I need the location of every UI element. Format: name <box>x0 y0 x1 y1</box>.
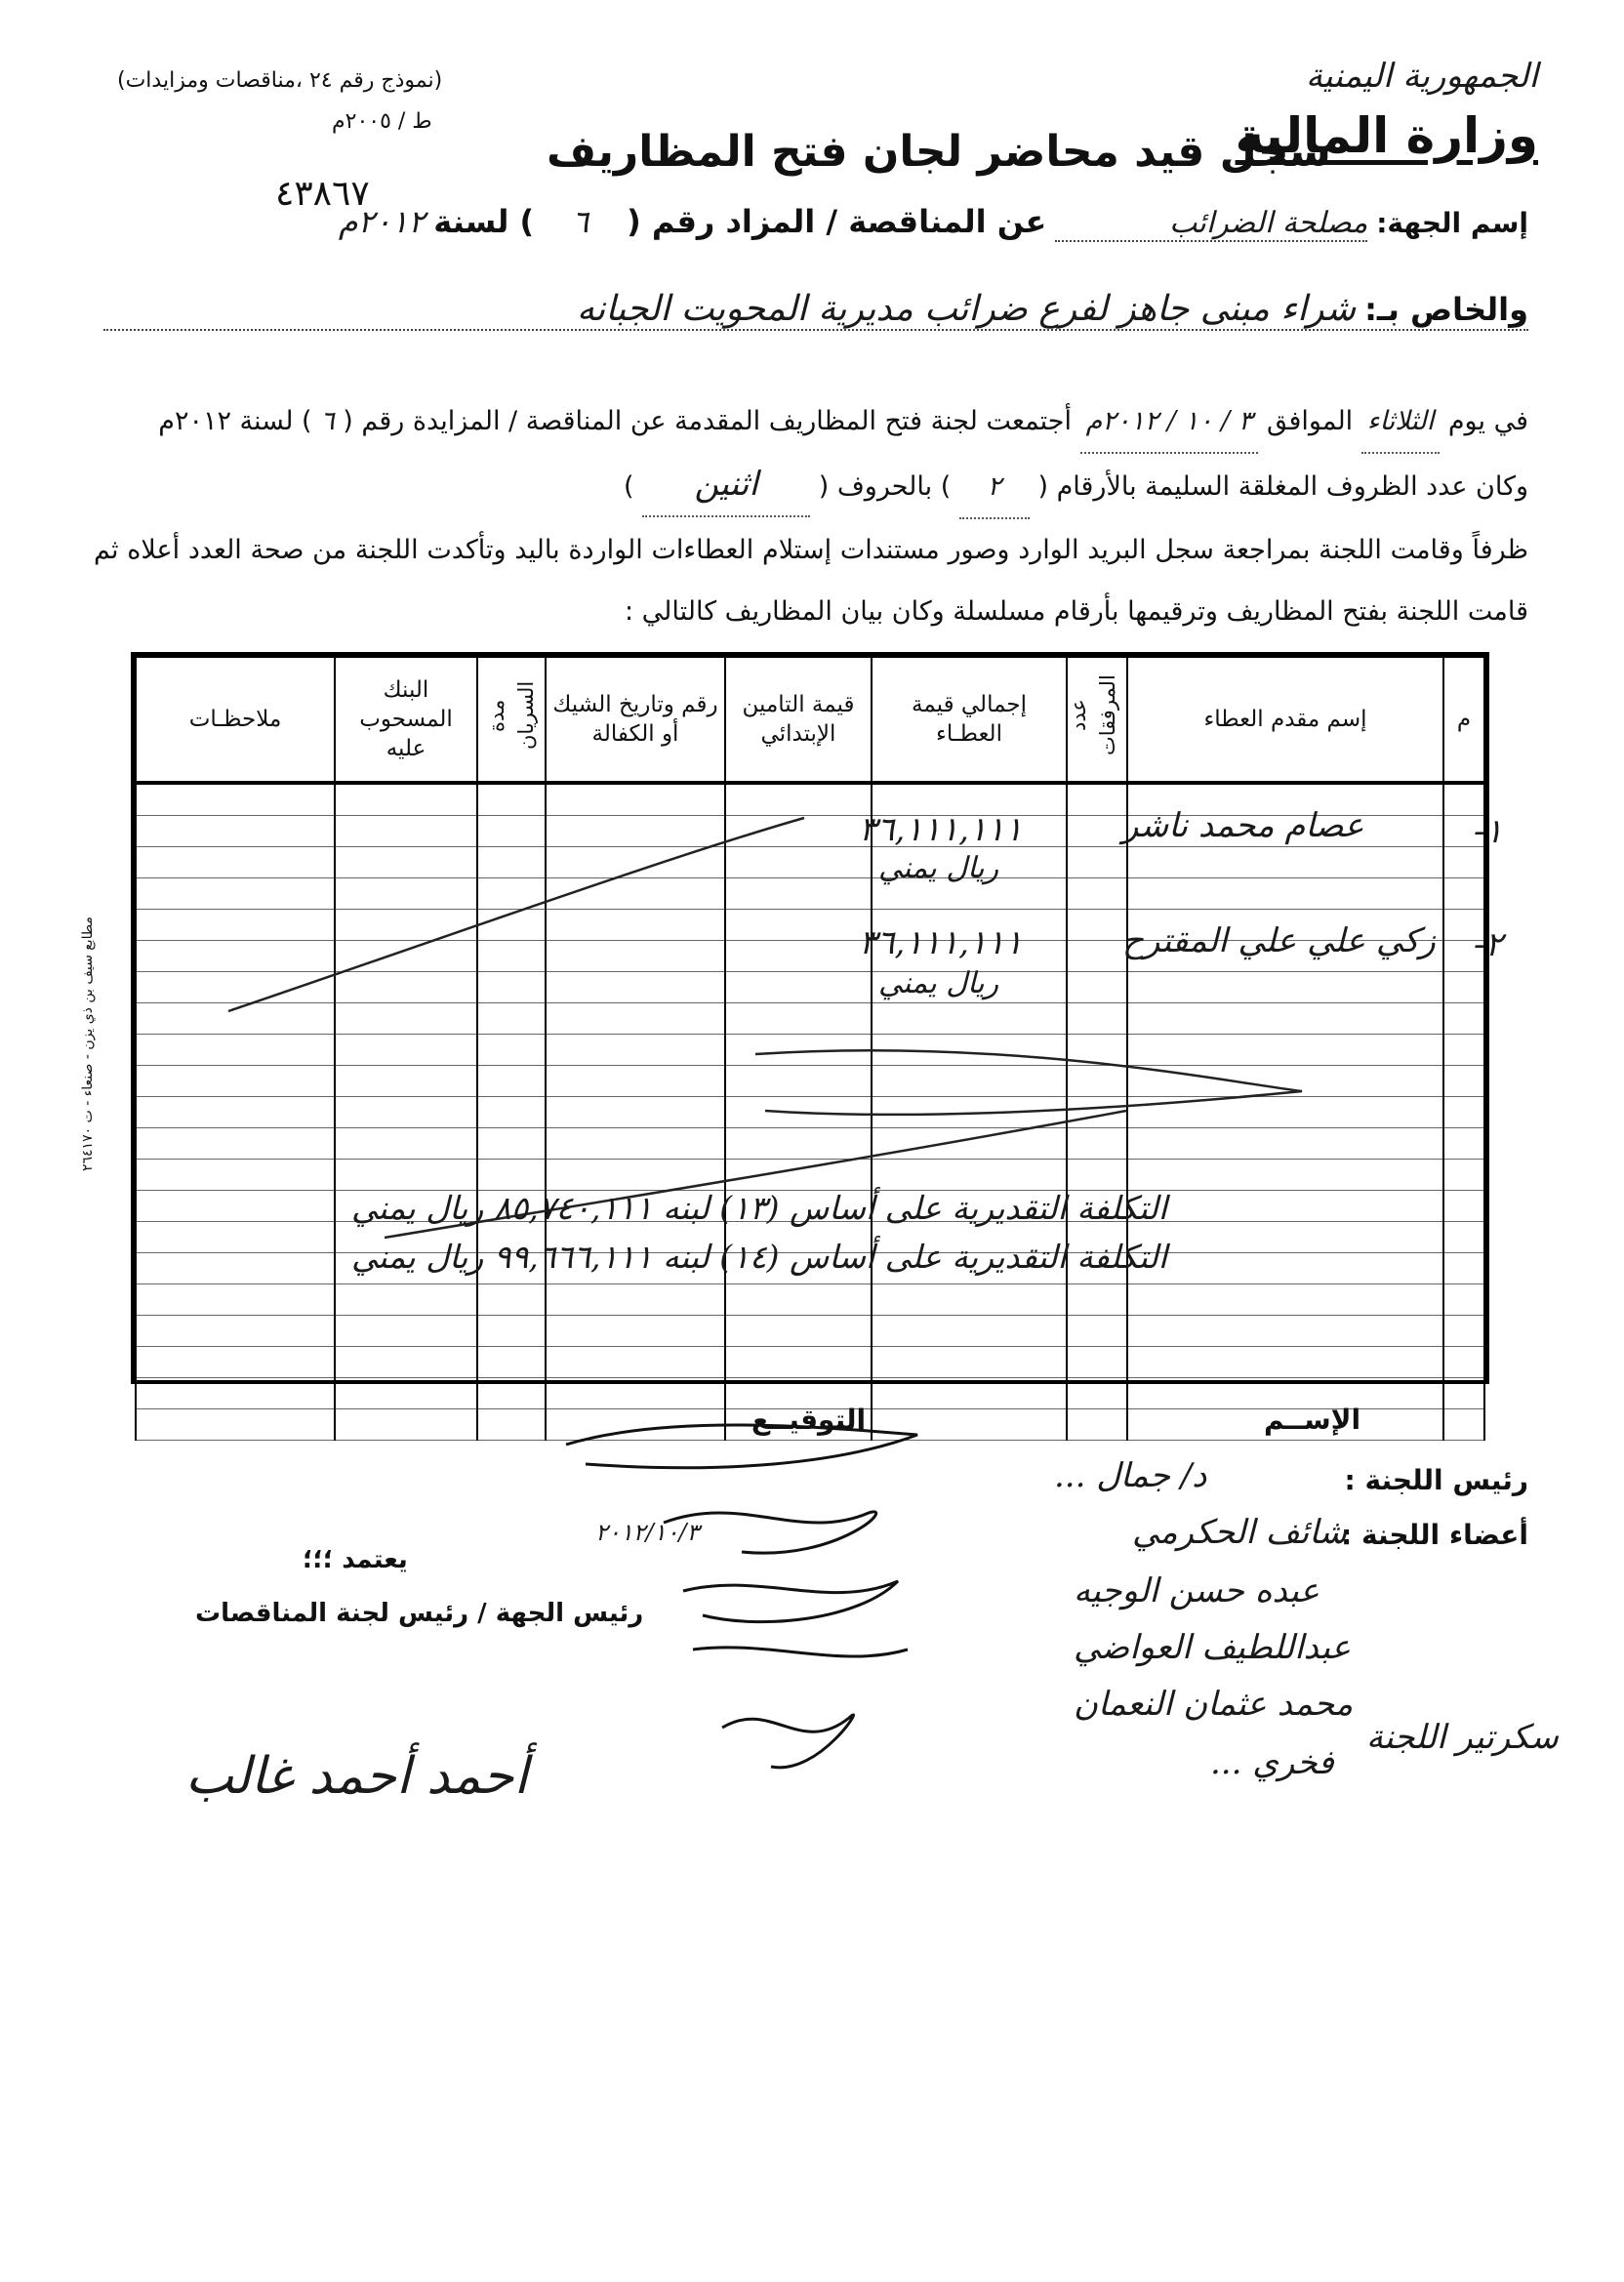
approved-label: يعتمد ؛؛؛ <box>303 1545 408 1574</box>
entity-row <box>339 203 1528 242</box>
form-number: (نموذج رقم ٢٤ ،مناقصات ومزايدات) <box>117 68 443 93</box>
ministry-name: وزارة المالية <box>1235 107 1538 164</box>
serial-number: ٤٣٨٦٧ <box>275 174 370 214</box>
strike-line-2 <box>755 1050 1302 1115</box>
table-cell <box>1443 1378 1484 1409</box>
para-text-6: ) بالحروف ( <box>818 471 952 502</box>
head-name: أحمد أحمد غالب <box>185 1747 528 1806</box>
para-text-1: في يوم <box>1447 406 1528 436</box>
row-2-currency: ريال يمني <box>878 966 999 1000</box>
table-cell <box>1443 1409 1484 1441</box>
row-2-total: ٣٦,١١١,١١١ <box>859 923 1023 962</box>
tender-label: عن المناقصة / المزاد رقم ( <box>627 203 1047 240</box>
member-signature-2 <box>683 1581 898 1622</box>
envelope-count-digits: ٢ <box>959 456 1030 519</box>
head-title: رئيس الجهة / رئيس لجنة المناقصات <box>195 1599 644 1628</box>
subject-label: والخاص بـ: <box>1364 291 1528 328</box>
member-name-2: عبده حسن الوجيه <box>1074 1571 1320 1610</box>
member-name-3: عبداللطيف العواضي <box>1074 1628 1352 1667</box>
printer-imprint: مطابع سيف بن ذي يزن - صنعاء - ت ٢٦٤١٧٠ <box>80 917 96 1171</box>
col-num: م <box>1443 657 1484 783</box>
year-value: ٢٠١٢م <box>338 203 426 240</box>
member-signature-3 <box>693 1648 908 1656</box>
subject-row <box>103 289 1528 331</box>
meeting-day: الثلاثاء <box>1361 390 1440 454</box>
member-signature-4 <box>722 1715 854 1768</box>
table-cell <box>872 1378 1067 1409</box>
member-name-1: شائف الحكرمي <box>1132 1513 1348 1552</box>
chair-signature <box>566 1425 917 1468</box>
table-cell <box>477 1409 546 1441</box>
row-2-bidder: زكي علي علي المقترح <box>1122 921 1436 960</box>
table-cell <box>335 1378 477 1409</box>
col-attachments-label: عدد المرفقات <box>1067 674 1119 756</box>
col-notes: ملاحظـات <box>136 657 335 783</box>
year-label: ) لسنة <box>433 203 535 240</box>
chair-name: د/ جمال ... <box>1054 1456 1207 1495</box>
page-title: سجل قيد محاضر لجان فتح المظاريف <box>547 127 1331 177</box>
table-cell <box>136 1409 335 1441</box>
row-1-num: ١- <box>1474 812 1503 851</box>
para-text-8: ظرفاً وقامت اللجنة بمراجعة سجل البريد الوارد وصور مستندات إستلام العطاءات الواردة باليد وتأكدت اللجنة من صحة العدد أعلاه ثم قامت اللجنة بفتح المظاريف وترقيمها بأرقام مسلسلة وكان بيان المظاريف كالتالي : <box>94 535 1528 627</box>
table-cell <box>1067 1378 1127 1409</box>
table-cell <box>546 1378 725 1409</box>
tender-number-inline: ٦ <box>320 406 335 436</box>
col-bank: البنك المسحوب عليه <box>335 657 477 783</box>
row-1-total: ٣٦,١١١,١١١ <box>859 810 1023 849</box>
chair-label: رئيس اللجنة : <box>1344 1464 1528 1496</box>
envelope-count-words: اثنين <box>642 454 810 517</box>
secretary-label: سكرتير اللجنة <box>1366 1718 1559 1757</box>
col-insurance: قيمة التامين الإبتدائي <box>725 657 872 783</box>
meeting-date: ٣ / ١٠ / ٢٠١٢م <box>1080 390 1259 454</box>
row-2-num: ٢- <box>1474 925 1503 964</box>
row-1-currency: ريال يمني <box>878 851 999 885</box>
member-name-5: فخري ... <box>1210 1743 1334 1782</box>
stamp-date: ٢٠١٢/١٠/٣ <box>595 1519 700 1546</box>
signature-column-label: التوقيــع <box>751 1404 867 1436</box>
entity-label: إسم الجهة: <box>1376 207 1528 239</box>
col-total: إجمالي قيمة العطـاء <box>872 657 1067 783</box>
member-signature-1 <box>664 1512 876 1553</box>
para-text-2: الموافق <box>1266 406 1354 436</box>
tender-number: ٦ <box>572 203 589 240</box>
col-validity-label: مدة السريان <box>485 680 538 751</box>
table-cell <box>477 1378 546 1409</box>
para-text-4: ) لسنة ٢٠١٢م <box>158 406 312 436</box>
entity-value: مصلحة الضرائب <box>1055 206 1367 242</box>
cost-note-2: التكلفة التقديرية على أساس (١٤) لبنه ٩٩,٦٦٦,١١١ ريال يمني <box>351 1238 1167 1276</box>
row-1-bidder: عصام محمد ناشر <box>1122 806 1364 845</box>
strike-line-1 <box>228 818 804 1011</box>
para-text-3: أجتمعت لجنة فتح المظاريف المقدمة عن المناقصة / المزايدة رقم ( <box>343 406 1072 436</box>
para-text-5: وكان عدد الظروف المغلقة السليمة بالأرقام ( <box>1037 471 1528 502</box>
col-bidder: إسم مقدم العطاء <box>1127 657 1443 783</box>
col-check: رقم وتاريخ الشيك أو الكفالة <box>546 657 725 783</box>
meeting-paragraph <box>94 390 1528 642</box>
table-cell <box>335 1409 477 1441</box>
republic-label: الجمهورية اليمنية <box>1305 57 1538 96</box>
member-name-4: محمد عثمان النعمان <box>1074 1685 1354 1724</box>
subject-value: شراء مبنى جاهز لفرع ضرائب مديرية المحويت الجبانه <box>576 289 1357 329</box>
name-column-label: الإســم <box>1264 1404 1361 1436</box>
cost-note-1: التكلفة التقديرية على أساس (١٣) لبنه ٨٥,٧٤٠,١١١ ريال يمني <box>351 1189 1167 1227</box>
form-edition: ط / ٢٠٠٥م <box>332 109 432 134</box>
table-cell <box>136 1378 335 1409</box>
members-label: أعضاء اللجنة : <box>1341 1519 1528 1551</box>
table-cell <box>1067 1409 1127 1441</box>
para-text-7: ) <box>623 471 634 502</box>
